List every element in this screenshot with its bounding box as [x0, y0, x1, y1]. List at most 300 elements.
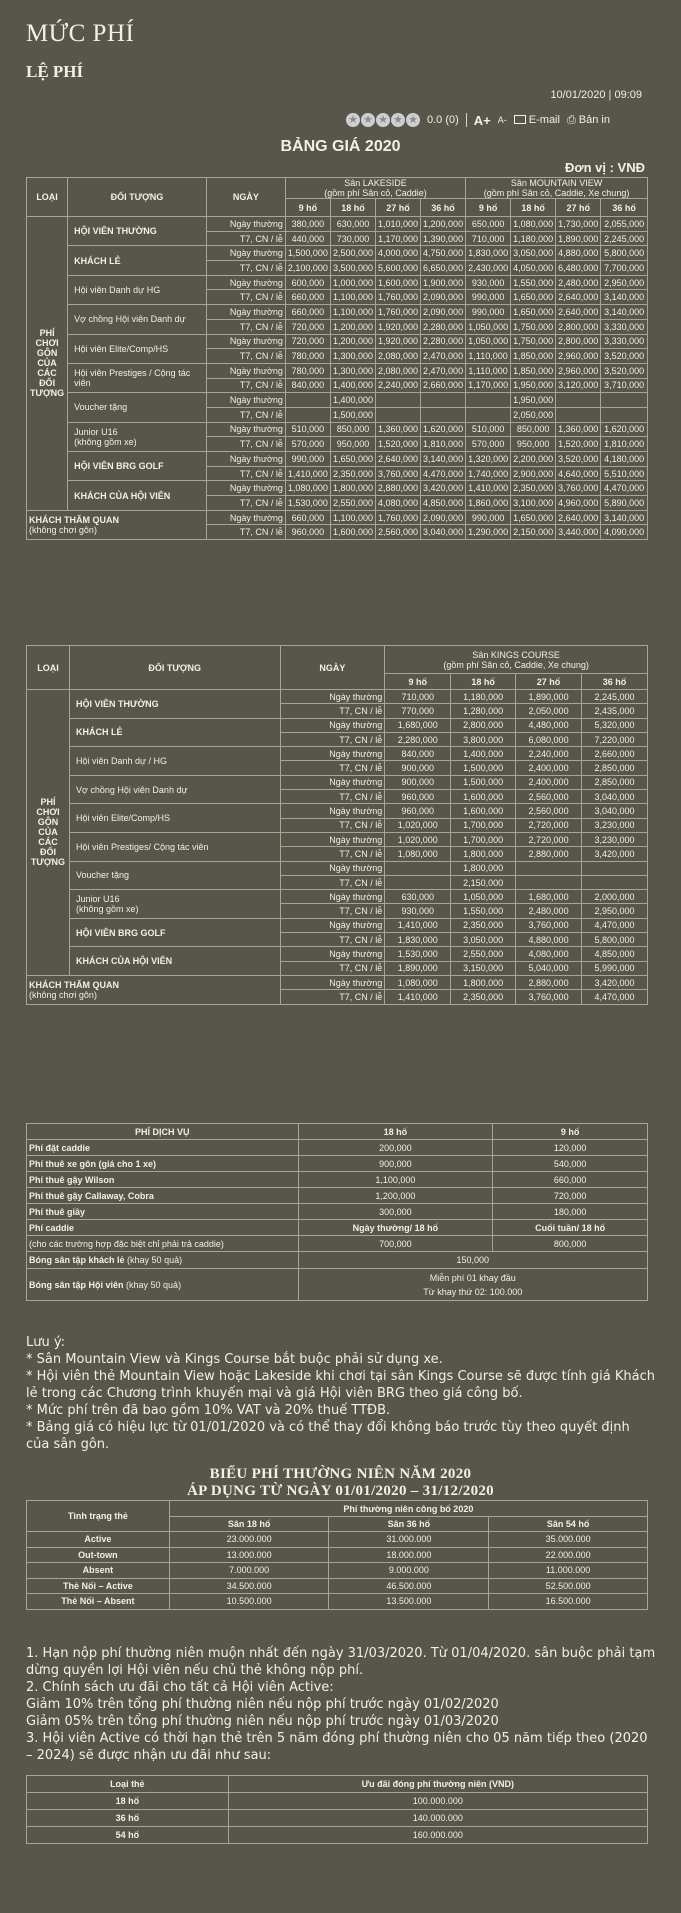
- price-value: 2,880,000: [516, 975, 582, 989]
- caddie-weekday-header: Ngày thường/ 18 hố: [298, 1220, 493, 1236]
- service-price-18: 300,000: [298, 1204, 493, 1220]
- price-value: 1,500,000: [451, 775, 516, 789]
- service-price-9: 720,000: [493, 1188, 648, 1204]
- mountain-view-note: (gồm phí Sân cỏ, Caddie, Xe chung): [483, 188, 630, 198]
- annual-fee-subtitle: ÁP DỤNG TỪ NGÀY 01/01/2020 – 31/12/2020: [187, 1483, 494, 1499]
- price-value: 3,230,000: [582, 832, 648, 846]
- price-value: [375, 393, 420, 408]
- service-price-18: 900,000: [298, 1156, 493, 1172]
- guest-range-balls-label: [27, 1252, 299, 1269]
- member-range-balls-note: (khay 50 quả): [126, 1279, 182, 1290]
- price-table-heading: BẢNG GIÁ 2020: [280, 138, 401, 155]
- price-value: 3,520,000: [601, 363, 648, 378]
- price-value: 2,350,000: [511, 481, 556, 496]
- price-value: 780,000: [285, 349, 330, 364]
- price-value: 2,640,000: [556, 510, 601, 525]
- price-value: 1,200,000: [330, 334, 375, 349]
- annual-col-54: Sân 54 hố: [489, 1517, 648, 1532]
- subject-name: Voucher tặng: [75, 870, 130, 881]
- day-type: Ngày thường: [206, 217, 285, 232]
- price-value: 1,680,000: [516, 890, 582, 904]
- price-value: 3,420,000: [582, 847, 648, 861]
- price-row: [27, 747, 648, 761]
- price-value: [582, 875, 648, 889]
- price-value: 2,960,000: [556, 363, 601, 378]
- annual-note: Giảm 10% trên tổng phí thường niên nếu nộp phí trước ngày 01/02/2020: [26, 1697, 499, 1712]
- price-value: 1,890,000: [385, 961, 451, 975]
- day-type: T7, CN / lễ: [206, 261, 285, 276]
- price-value: 1,730,000: [556, 217, 601, 232]
- service-price-9: 660,000: [493, 1172, 648, 1188]
- price-value: 2,660,000: [421, 378, 466, 393]
- day-type: Ngày thường: [280, 918, 385, 932]
- price-value: 2,640,000: [556, 305, 601, 320]
- guest-range-balls-value: 150,000: [298, 1252, 647, 1269]
- price-value: 2,470,000: [421, 363, 466, 378]
- service-name: Phí thuê xe gôn (giá cho 1 xe): [27, 1156, 299, 1172]
- star-icon[interactable]: ★: [406, 113, 420, 127]
- price-row: [27, 890, 648, 904]
- price-value: 1,400,000: [451, 747, 516, 761]
- price-value: 3,150,000: [451, 961, 516, 975]
- price-value: 2,240,000: [375, 378, 420, 393]
- price-value: 2,560,000: [516, 790, 582, 804]
- subject-name: Hội viên Danh dự HG: [74, 284, 161, 295]
- service-name: Phí thuê giầy: [27, 1204, 299, 1220]
- lakeside-header: [285, 178, 465, 199]
- price-value: 2,435,000: [582, 704, 648, 718]
- price-value: 1,750,000: [511, 319, 556, 334]
- annual-col-36: Sân 36 hố: [329, 1517, 489, 1532]
- price-value: 4,470,000: [582, 990, 648, 1004]
- price-value: 2,800,000: [451, 718, 516, 732]
- price-value: 440,000: [285, 231, 330, 246]
- service-row: [27, 1140, 648, 1156]
- price-value: 1,700,000: [451, 832, 516, 846]
- price-value: 3,330,000: [601, 319, 648, 334]
- price-value: [385, 861, 451, 875]
- price-value: 3,520,000: [556, 452, 601, 467]
- note-item: * Bảng giá có hiệu lực từ 01/01/2020 và có thể thay đổi không báo trước tùy theo quyết định của sân gôn.: [26, 1420, 630, 1452]
- rating-stars[interactable]: [346, 113, 420, 127]
- price-value: 1,410,000: [285, 466, 330, 481]
- price-value: 3,140,000: [601, 305, 648, 320]
- price-value: 2,640,000: [375, 452, 420, 467]
- hole-count-header: 18 hố: [330, 199, 375, 217]
- service-price-18: 1,100,000: [298, 1172, 493, 1188]
- price-value: 1,100,000: [330, 305, 375, 320]
- price-value: 2,280,000: [385, 732, 451, 746]
- subject-cell: [69, 832, 280, 861]
- price-value: 990,000: [466, 305, 511, 320]
- price-value: 2,850,000: [582, 761, 648, 775]
- price-value: 6,650,000: [421, 261, 466, 276]
- visitor-name: KHÁCH THĂM QUAN: [29, 979, 119, 990]
- price-value: 1,740,000: [466, 466, 511, 481]
- price-row: [27, 305, 648, 320]
- price-value: 1,830,000: [385, 933, 451, 947]
- card-type: 18 hố: [27, 1793, 229, 1810]
- price-value: 3,120,000: [556, 378, 601, 393]
- service-price-9: 180,000: [493, 1204, 648, 1220]
- price-value: 1,650,000: [330, 452, 375, 467]
- annual-fee-value: 10.500.000: [169, 1594, 329, 1610]
- price-value: 3,800,000: [451, 732, 516, 746]
- font-increase-button[interactable]: A+: [473, 112, 491, 128]
- subject-name: Junior U16: [75, 893, 120, 904]
- price-value: 1,600,000: [451, 790, 516, 804]
- price-value: 2,560,000: [516, 804, 582, 818]
- price-value: 1,830,000: [466, 246, 511, 261]
- service-name: Phí đặt caddie: [27, 1140, 299, 1156]
- service-row: [27, 1172, 648, 1188]
- day-type: T7, CN / lễ: [280, 904, 385, 918]
- price-value: 3,440,000: [556, 525, 601, 540]
- hole-count-header: 9 hố: [285, 199, 330, 217]
- price-value: 1,390,000: [421, 231, 466, 246]
- price-value: [421, 393, 466, 408]
- col-header-subject: ĐỐI TƯỢNG: [69, 646, 280, 690]
- hole-count-header: 9 hố: [466, 199, 511, 217]
- price-value: 2,550,000: [330, 496, 375, 511]
- price-value: 1,760,000: [375, 510, 420, 525]
- price-value: 3,760,000: [375, 466, 420, 481]
- price-value: 3,140,000: [421, 452, 466, 467]
- day-type: T7, CN / lễ: [206, 525, 285, 540]
- price-value: [516, 861, 582, 875]
- service-price-9: 120,000: [493, 1140, 648, 1156]
- price-value: 2,640,000: [556, 290, 601, 305]
- subject-name: Hội viên Elite/Comp/HS: [74, 343, 169, 354]
- star-icon[interactable]: ★: [376, 113, 390, 127]
- price-value: 2,800,000: [556, 319, 601, 334]
- price-value: 930,000: [385, 904, 451, 918]
- price-value: 5,800,000: [601, 246, 648, 261]
- price-value: 1,360,000: [375, 422, 420, 437]
- notes-title: Lưu ý:: [26, 1335, 65, 1350]
- price-value: 1,620,000: [421, 422, 466, 437]
- card-status: Thẻ Nối – Absent: [27, 1594, 170, 1610]
- price-value: 2,900,000: [511, 466, 556, 481]
- price-row: [27, 775, 648, 789]
- price-value: 4,050,000: [511, 261, 556, 276]
- price-value: 6,480,000: [556, 261, 601, 276]
- price-row: [27, 275, 648, 290]
- visitor-name: KHÁCH THĂM QUAN: [29, 514, 119, 525]
- price-value: 1,600,000: [451, 804, 516, 818]
- price-value: 1,800,000: [451, 847, 516, 861]
- day-type: Ngày thường: [206, 363, 285, 378]
- day-type: T7, CN / lễ: [280, 961, 385, 975]
- price-value: 710,000: [385, 690, 451, 704]
- price-value: 2,350,000: [451, 990, 516, 1004]
- price-value: 650,000: [466, 217, 511, 232]
- subject-name: Hội viên Elite/Comp/HS: [75, 813, 171, 824]
- price-value: 7,220,000: [582, 732, 648, 746]
- price-value: 1,290,000: [466, 525, 511, 540]
- annual-fee-value: 31.000.000: [329, 1532, 489, 1548]
- annual-fee-table: [26, 1500, 648, 1610]
- annual-fee-row: [27, 1547, 648, 1563]
- service-fee-table: [26, 1123, 648, 1301]
- price-value: 1,650,000: [511, 510, 556, 525]
- price-row: [27, 246, 648, 261]
- price-value: 1,360,000: [556, 422, 601, 437]
- price-value: 1,800,000: [451, 861, 516, 875]
- day-type: T7, CN / lễ: [206, 496, 285, 511]
- price-value: 1,400,000: [330, 378, 375, 393]
- price-value: [421, 407, 466, 422]
- email-button[interactable]: [514, 114, 560, 126]
- price-value: 4,180,000: [601, 452, 648, 467]
- price-value: 660,000: [285, 510, 330, 525]
- price-value: 1,900,000: [421, 275, 466, 290]
- annual-fee-row: [27, 1578, 648, 1594]
- annual-fee-value: 13.500.000: [329, 1594, 489, 1610]
- price-value: 2,430,000: [466, 261, 511, 276]
- service-row: [27, 1156, 648, 1172]
- price-value: [556, 393, 601, 408]
- price-value: 2,720,000: [516, 832, 582, 846]
- day-type: T7, CN / lễ: [206, 290, 285, 305]
- price-value: 3,500,000: [330, 261, 375, 276]
- price-value: 3,100,000: [511, 496, 556, 511]
- price-value: 3,140,000: [601, 510, 648, 525]
- note-item: * Mức phí trên đã bao gồm 10% VAT và 20% thuế TTĐB.: [26, 1403, 391, 1418]
- price-value: 2,245,000: [601, 231, 648, 246]
- subject-cell: [69, 890, 280, 919]
- day-type: T7, CN / lễ: [206, 319, 285, 334]
- price-value: 1,180,000: [451, 690, 516, 704]
- price-value: 1,410,000: [385, 990, 451, 1004]
- price-value: 3,330,000: [601, 334, 648, 349]
- subject-cell: [68, 217, 207, 246]
- price-value: 3,050,000: [511, 246, 556, 261]
- service-name: Phí thuê gậy Wilson: [27, 1172, 299, 1188]
- price-value: 950,000: [330, 437, 375, 452]
- caddie-fee-note: (cho các trường hợp đặc biệt chỉ phải trả caddie): [27, 1236, 299, 1252]
- member-range-balls-value: [298, 1269, 647, 1301]
- service-col-9: 9 hố: [493, 1124, 648, 1140]
- price-value: 770,000: [385, 704, 451, 718]
- star-icon[interactable]: ★: [391, 113, 405, 127]
- day-type: Ngày thường: [206, 305, 285, 320]
- caddie-weekday-value: 700,000: [298, 1236, 493, 1252]
- star-icon[interactable]: ★: [361, 113, 375, 127]
- currency-unit: Đơn vị : VNĐ: [564, 160, 645, 175]
- hole-count-header: 36 hố: [582, 674, 648, 690]
- subject-name: HỘI VIÊN BRG GOLF: [75, 927, 166, 938]
- price-value: 3,040,000: [582, 804, 648, 818]
- member-range-balls-line1: Miễn phí 01 khay đầu: [429, 1272, 516, 1283]
- day-type: T7, CN / lễ: [280, 875, 385, 889]
- price-value: 4,470,000: [421, 466, 466, 481]
- subject-note: (không gồm xe): [75, 903, 139, 914]
- print-button[interactable]: [567, 114, 610, 127]
- guest-range-balls-note: (khay 50 quả): [127, 1255, 183, 1265]
- font-decrease-button[interactable]: A-: [497, 115, 507, 125]
- discount-value: 100.000.000: [228, 1793, 647, 1810]
- price-value: 2,280,000: [421, 334, 466, 349]
- price-value: 840,000: [285, 378, 330, 393]
- visitor-cell: [27, 510, 207, 539]
- price-value: 2,400,000: [516, 775, 582, 789]
- day-type: T7, CN / lễ: [280, 933, 385, 947]
- day-type: T7, CN / lễ: [280, 704, 385, 718]
- price-value: 2,055,000: [601, 217, 648, 232]
- price-value: 1,800,000: [330, 481, 375, 496]
- price-value: [375, 407, 420, 422]
- price-value: 3,760,000: [516, 990, 582, 1004]
- subject-cell: [69, 690, 280, 719]
- price-value: 2,950,000: [582, 904, 648, 918]
- price-value: 3,760,000: [556, 481, 601, 496]
- annual-fee-value: 9.000.000: [329, 1563, 489, 1579]
- day-type: T7, CN / lễ: [280, 847, 385, 861]
- subject-cell: [69, 718, 280, 747]
- price-value: 720,000: [285, 319, 330, 334]
- subject-cell: [69, 918, 280, 947]
- service-price-9: 540,000: [493, 1156, 648, 1172]
- subject-cell: [68, 422, 207, 451]
- subject-cell: [68, 334, 207, 363]
- price-value: 1,620,000: [601, 422, 648, 437]
- price-value: 630,000: [330, 217, 375, 232]
- price-value: 2,090,000: [421, 290, 466, 305]
- price-value: 1,050,000: [466, 319, 511, 334]
- price-value: 950,000: [511, 437, 556, 452]
- subject-cell: [68, 481, 207, 510]
- price-value: 2,560,000: [375, 525, 420, 540]
- annual-fee-value: 35.000.000: [489, 1532, 648, 1548]
- price-value: 4,880,000: [516, 933, 582, 947]
- price-value: 990,000: [285, 452, 330, 467]
- price-value: 900,000: [385, 761, 451, 775]
- service-price-18: 1,200,000: [298, 1188, 493, 1204]
- price-value: 1,760,000: [375, 305, 420, 320]
- subject-cell: [68, 275, 207, 304]
- price-value: [285, 393, 330, 408]
- price-value: 730,000: [330, 231, 375, 246]
- price-row: [27, 393, 648, 408]
- notes-section: [26, 1334, 656, 1453]
- price-value: 2,150,000: [511, 525, 556, 540]
- kings-course-header: [385, 646, 648, 674]
- price-value: 3,230,000: [582, 818, 648, 832]
- price-value: [385, 875, 451, 889]
- price-value: 1,500,000: [285, 246, 330, 261]
- price-value: 5,510,000: [601, 466, 648, 481]
- article-toolbar: [346, 110, 610, 130]
- price-value: 2,880,000: [375, 481, 420, 496]
- price-value: 4,850,000: [582, 947, 648, 961]
- subject-cell: [69, 804, 280, 833]
- day-type: Ngày thường: [280, 747, 385, 761]
- price-value: 4,960,000: [556, 496, 601, 511]
- price-value: 1,950,000: [511, 393, 556, 408]
- price-value: 1,850,000: [511, 363, 556, 378]
- day-type: T7, CN / lễ: [206, 378, 285, 393]
- price-value: 1,110,000: [466, 349, 511, 364]
- discount-value: 140.000.000: [228, 1810, 647, 1827]
- price-value: 660,000: [285, 305, 330, 320]
- card-status: Out-town: [27, 1547, 170, 1563]
- subject-name: HỘI VIÊN THƯỜNG: [75, 698, 159, 709]
- day-type: T7, CN / lễ: [206, 349, 285, 364]
- day-type: T7, CN / lễ: [206, 231, 285, 246]
- price-value: 1,200,000: [330, 319, 375, 334]
- day-type: Ngày thường: [280, 861, 385, 875]
- price-value: 600,000: [285, 275, 330, 290]
- subject-cell: [68, 393, 207, 422]
- subject-cell: [69, 775, 280, 804]
- price-value: 840,000: [385, 747, 451, 761]
- price-value: 4,000,000: [375, 246, 420, 261]
- price-row: [27, 363, 648, 378]
- mountain-view-header: [466, 178, 648, 199]
- caddie-weekend-value: 800,000: [493, 1236, 648, 1252]
- service-row: [27, 1204, 648, 1220]
- day-type: T7, CN / lễ: [280, 990, 385, 1004]
- price-value: [466, 393, 511, 408]
- price-value: 5,990,000: [582, 961, 648, 975]
- subject-name: Junior U16: [74, 426, 118, 437]
- visitor-note: (không chơi gôn): [29, 524, 97, 535]
- price-value: 4,090,000: [601, 525, 648, 540]
- price-value: 1,500,000: [330, 407, 375, 422]
- price-value: 2,480,000: [516, 904, 582, 918]
- day-type: Ngày thường: [206, 393, 285, 408]
- price-value: 2,720,000: [516, 818, 582, 832]
- price-value: 5,600,000: [375, 261, 420, 276]
- day-type: Ngày thường: [280, 975, 385, 989]
- price-value: 1,520,000: [375, 437, 420, 452]
- annual-fee-value: 11.000.000: [489, 1563, 648, 1579]
- annual-note: 3. Hội viên Active có thời hạn thẻ trên 5 năm đóng phí thường niên cho 05 năm tiếp theo (2020 – 2024) sẽ được nhận ưu đãi như sau:: [26, 1731, 648, 1763]
- card-status: Absent: [27, 1563, 170, 1579]
- price-value: 3,040,000: [582, 790, 648, 804]
- publish-date: 10/01/2020 | 09:09: [550, 89, 642, 101]
- note-item: * Hội viên thẻ Mountain View hoặc Lakeside khi chơi tại sân Kings Course sẽ được tính giá Khách lẻ trong các Chương trình khuyến mại và giá Hội viên BRG theo giá công bố.: [26, 1369, 655, 1401]
- hole-count-header: 36 hố: [421, 199, 466, 217]
- price-value: 1,950,000: [511, 378, 556, 393]
- hole-count-header: 27 hố: [375, 199, 420, 217]
- price-value: 960,000: [385, 790, 451, 804]
- star-icon[interactable]: ★: [346, 113, 360, 127]
- envelope-icon: [514, 115, 526, 124]
- subject-cell: [68, 452, 207, 481]
- price-value: 3,710,000: [601, 378, 648, 393]
- price-value: 1,650,000: [511, 290, 556, 305]
- price-value: 2,245,000: [582, 690, 648, 704]
- day-type: T7, CN / lễ: [280, 790, 385, 804]
- annual-fee-value: 13.000.000: [169, 1547, 329, 1563]
- price-value: 1,300,000: [330, 349, 375, 364]
- price-value: 2,960,000: [556, 349, 601, 364]
- printer-icon: ⎙: [566, 113, 576, 126]
- golf-fee-category: PHÍ CHƠI GÔN CỦA CÁC ĐỐI TƯỢNG: [27, 217, 68, 511]
- hole-count-header: 36 hố: [601, 199, 648, 217]
- price-value: 1,920,000: [375, 319, 420, 334]
- price-value: 1,530,000: [385, 947, 451, 961]
- price-value: [601, 407, 648, 422]
- kings-course-note: (gồm phí Sân cỏ, Caddie, Xe chung): [443, 659, 589, 670]
- price-value: 1,110,000: [466, 363, 511, 378]
- hole-count-header: 18 hố: [451, 674, 516, 690]
- page-title: MỨC PHÍ: [26, 20, 135, 47]
- price-value: [466, 407, 511, 422]
- subject-name: Hội viên Danh dự / HG: [75, 755, 168, 766]
